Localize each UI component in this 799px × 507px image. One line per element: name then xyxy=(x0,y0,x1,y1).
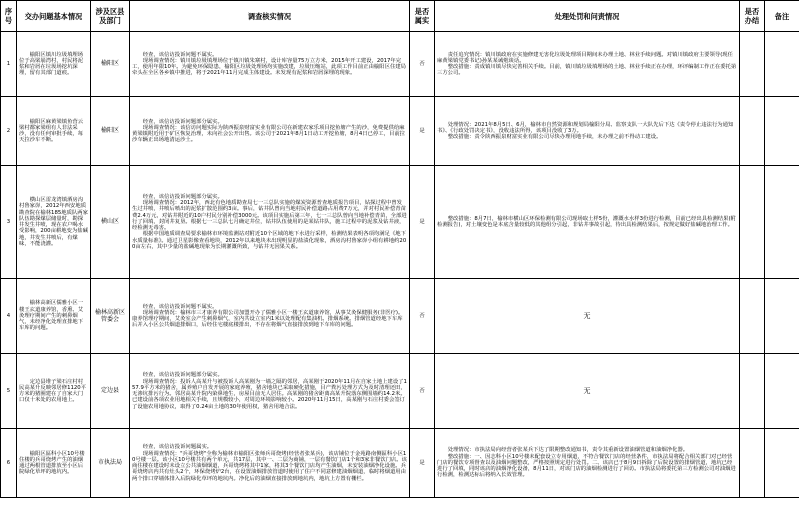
remark xyxy=(765,166,799,279)
district-dept: 定边县 xyxy=(91,354,130,429)
district-dept: 榆阳区 xyxy=(91,97,130,166)
issue-summary xyxy=(17,279,91,354)
header-remark: 备注 xyxy=(765,1,799,32)
action-details xyxy=(435,429,740,498)
investigation-details xyxy=(130,279,410,354)
remark xyxy=(765,97,799,166)
issue-summary-text: 横山区雷龙湾镇酒房沟村鲁家峁，2012年西安地质勘查院在榆林185地质队两家队伍勘探煤层储量时，勘探井发生井喷，现在农户喝水受影响，200亩耕地变为盐碱地，井发生井喷后，有煤味，不能浇灌。 xyxy=(19,197,88,247)
district-dept: 市执法局 xyxy=(91,429,130,498)
investigation-details xyxy=(130,97,410,166)
action-paragraph: 整改措施：一、因志科小区10号楼未配套设立专用烟道，不符合餐饮门店的经营条件，市执法局将配合相关部门对已经营门店的餐饮专项督查以及油烟问题整改，严格按照规定进行处罚。二、该店已于8月9日拆除了后院设置的排烟管道，地坑已经进行了回填，同时该店的油烟净化设备，8月11日，对该门店的油烟检测进行了回访。市执法局将委托第三方检测公司对油烟进行检测，检测达标后将纳入长效管理。 xyxy=(437,453,736,479)
header-action: 处理处罚和问责情况 xyxy=(435,1,740,32)
action-paragraph: 处理情况：市执法局向经营者张某兵下达了限期整改通知书，责令其重新设置油烟管道和油烟净化器。 xyxy=(447,447,689,454)
investigation-details xyxy=(130,429,410,498)
row-number: 1 xyxy=(1,32,17,97)
investigation-paragraph: 经查，该信访投诉问题部分属实。 xyxy=(142,118,223,125)
investigation-paragraph: 现场调查情况：该信访问题实际为陕西振泉财富实业有限公司在新建农家乐项目挖鱼塘产生的沙，免费提供给麻黄梁镇附近用于矿区恢复治理，未向社会公开出售。该公司于2021年8月1日动工开挖鱼塘，8月4日已停工，目前拉沙车辆正出场地清运沙土。 xyxy=(132,124,406,144)
issue-summary xyxy=(17,429,91,498)
issue-summary-text: 榆阳区區科小区10号楼住楼的兵哥烧烤产生的油烟通过两根管道排放至小区后院绿化草坪的地坑内。 xyxy=(19,450,85,476)
investigation-paragraph: 现场调查情况：镇川镇垃圾填埋场位于镇川镇朱寨村，设计库容量75万立方米，2015年开工建设，2017年完工，使用年限10年。为避免环保隐患，榆阳区垃圾处理场均实施改建，垃圾压缩站，此项工作目前正由榆阳区住建局牵头在全区各乡镇中推进，将于2021年11月完成主体建设。未发现有泥浆和岩屑深埋的现象。 xyxy=(132,57,406,77)
investigation-paragraph: 根据中国地质调查局要求榆林市环境监测站对附近10个区域的地下水进行采样，检测结果表明各项均满足《地下水质量标准》。通过卫星影像查看地块，2012年以来地块未出现明显的盐渍化现象，酒房沟村鲁家峁小组有耕地约200亩左右，其中少量的盐碱地现象为长期灌溉所致，与钻井无因果关系。 xyxy=(132,231,407,250)
investigation-paragraph: 经查，该信访投诉问题部分属实。 xyxy=(142,193,223,200)
action-none: 无 xyxy=(583,386,591,395)
investigation-paragraph: 经查，该信访投诉问题属实。 xyxy=(142,444,213,451)
header-no: 序号 xyxy=(1,1,17,32)
investigation-paragraph: 现场调查情况：榆林市三才康养有限公司加盟开办了儒雅小区一楼王玄道康养馆，从事艾灸保健服务(非医疗)。康养馆理疗期间，艾灸室会产生刺鼻烟气，室内共设立室内1米以处理配有集油机、排烟系统。排烟管道经地下车库后并入小区公共烟道排烟口，后经住宅楼底楼排出，不存在将烟气直接排放到地下车库的问题。 xyxy=(132,309,404,329)
header-closed: 是否办结 xyxy=(740,1,765,32)
issue-summary-text: 榆阳区镇川垃圾填埋场位于高梁崩湾村，村民将泥浆和岩屑在垃圾场挖坑深埋，留有其部门道痕。 xyxy=(19,51,84,77)
header-row xyxy=(1,1,799,32)
investigation-paragraph: 经查，该信访投诉问题不属实。 xyxy=(142,51,218,58)
table-row xyxy=(1,97,799,166)
remark xyxy=(765,279,799,354)
header-district: 涉及区县及部门 xyxy=(91,1,130,32)
row-number: 6 xyxy=(1,429,17,498)
table-row xyxy=(1,32,799,97)
issue-summary-text: 榆林高新区儒雅小区一楼王玄道康养馆，香熏、艾灸理疗期间产生的刺鼻烟气，未经净化处理直排地下车库的问题。 xyxy=(19,300,84,332)
investigation-paragraph: 经查，该信访投诉问题不属实。 xyxy=(142,303,218,310)
issue-summary xyxy=(17,32,91,97)
row-number: 5 xyxy=(1,354,17,429)
issue-summary xyxy=(17,97,91,166)
action-details xyxy=(435,32,740,97)
table-row xyxy=(1,166,799,279)
issue-summary xyxy=(17,354,91,429)
table-row xyxy=(1,279,799,354)
action-details xyxy=(435,166,740,279)
remark xyxy=(765,32,799,97)
action-paragraph: 整改措施：8月7日，榆林市横山区环保检测有限公司现场取土样5份，灌溉水水样3份进行检测，目前已经出具检测结果(附检测报告)，对土壤变色是本底含量较低的其他组分引起，非钻井事故引起，待出具检测结果后，按规定做好盐碱地治理工作。 xyxy=(437,215,736,228)
table-row xyxy=(1,429,799,498)
issue-summary-text: 榆阳区麻黄梁镇鱼营云梁村都家梁组有人非法采沙，没有任何审批手续，每天拉沙车不断。 xyxy=(19,118,84,144)
table-row xyxy=(1,354,799,429)
table-body xyxy=(1,32,799,498)
action-paragraph: 整改措施：责令陕西振泉财富实业有限公司尽快办理用地手续，未办理之前不得动工建设。 xyxy=(447,134,662,141)
row-number: 3 xyxy=(1,166,17,279)
verified-status: 是 xyxy=(410,166,435,279)
investigation-details xyxy=(130,166,410,279)
header-investigation: 调查核实情况 xyxy=(130,1,410,32)
action-details xyxy=(435,279,740,354)
action-none: 无 xyxy=(583,311,591,320)
closed-status xyxy=(740,97,765,166)
investigation-paragraph: 现场调查情况：投诉人高某升与被投诉人高某刚为一墙之隔的邻居，高某刚于2020年11月在自家土地上建设了157.9平方米的猪舍，属养殖户自发开展的家庭养殖，猪舍地块已采取硬化措施，目产粪污处理方式为及时清理还田，无渗坑排污行为。邻居高某升院内染鼻地生，房屋目前无人居住。高某刚的猪舍距离高某升院落东侧围墙约14.2米。已建设前各项农业用地相关手续，且规模较小，对周边环境影响较小。2020年11月15日，高某刚与石庄村委会签订了设施农用地协议，取得了0.24亩土地的30年使用权，猪舍用地合法。 xyxy=(132,378,407,410)
investigation-paragraph: 现场调查情况："兵哥烧烤"全称为榆林市榆阳区张师兵哥烧烤(经营者张某兵)，该店铺位于金苑路南侧區科小区10号楼一层。该小区10号楼共有两个单元，共17层，其中一、二层为商铺，一层有餐饮门店1个和3家非餐饮门店。该商住楼在建设时未设立公共油烟烟道，兵哥烧烤将其中1家，将其3个餐饮门店均产生油烟，未安装油烟净化设施。兵哥烧烤店内共有灶头2个，环保烧烤炉2台，在设置油烟排放管道时使用了住户不同意修建油烟烟道，临时将烟道用由两个排口穿墙体排入后院绿化草坪的地坑内。净化后的油烟直接排放到地坑内，地坑上方置有栅栏。 xyxy=(132,450,407,482)
header-summary: 交办问题基本情况 xyxy=(17,1,91,32)
issue-summary xyxy=(17,166,91,279)
remark xyxy=(765,429,799,498)
investigation-paragraph: 经查，该信访投诉问题部分属实。 xyxy=(142,372,223,379)
issue-summary-text: 定边县堆子梁石庄村村民高某升反映邻居修1120平方米的猪圈建在了自家大门口仅十米处的农用地上。 xyxy=(19,378,87,404)
verified-status: 是 xyxy=(410,97,435,166)
remark xyxy=(765,354,799,429)
action-details xyxy=(435,354,740,429)
district-dept: 榆阳区 xyxy=(91,32,130,97)
header-verified: 是否属实 xyxy=(410,1,435,32)
row-number: 4 xyxy=(1,279,17,354)
action-paragraph: 处理情况：2021年8月5日、6月，榆林市自然资源和规划局榆阳分局、监察支队一大队先后下达《责令停止违法行为通知书》、《行政处罚决定书》，没收违法所得，该项目没收了3万。 xyxy=(437,121,734,134)
verified-status: 否 xyxy=(410,279,435,354)
verified-status: 否 xyxy=(410,354,435,429)
closed-status xyxy=(740,279,765,354)
closed-status xyxy=(740,32,765,97)
investigation-details xyxy=(130,354,410,429)
closed-status xyxy=(740,429,765,498)
investigation-details xyxy=(130,32,410,97)
verified-status: 否 xyxy=(410,32,435,97)
closed-status xyxy=(740,166,765,279)
closed-status xyxy=(740,354,765,429)
row-number: 2 xyxy=(1,97,17,166)
action-details xyxy=(435,97,740,166)
district-dept: 横山区 xyxy=(91,166,130,279)
action-paragraph: 整改措施：责成镇川镇尽快完善相关手续。目前，镇川镇垃圾填埋场的土地、林业手续正在办理，环评编制工作正在委托第三方公司。 xyxy=(437,64,737,77)
action-paragraph: 责任追究情况：镇川镇政府在实施修建无害化垃圾处理项目期间未办理土地、林业手续问题。对镇川镇政府主要领导(现任麻黄梁镇党委书记)孙某某诫勉谈话。 xyxy=(437,51,733,64)
verified-status: 是 xyxy=(410,429,435,498)
district-dept: 榆林高新区管委会 xyxy=(91,279,130,354)
investigation-paragraph: 现场调查情况：2012年，西北有色地质勘查局七一三总队实施的煤炭资源普查地质报告项目，钻探过程中曾发生过井喷，井喷后喷出的泥浆扩散范围约3亩。事后，钻井队曾向当地村民补偿道路占用费7万元，并对村民补偿青苗费2.4万元，对钻井附近的10户村民分别补偿3000元。该项目实施后第三年，七一三总队曾向当地补偿青苗，全部进行了回填，封闭井复垦。根据七一三总队七月确定井位，钻井队伍使用的是某钻井队，施工过程中的泥浆及钻井液，经检测无毒害。 xyxy=(132,200,407,232)
